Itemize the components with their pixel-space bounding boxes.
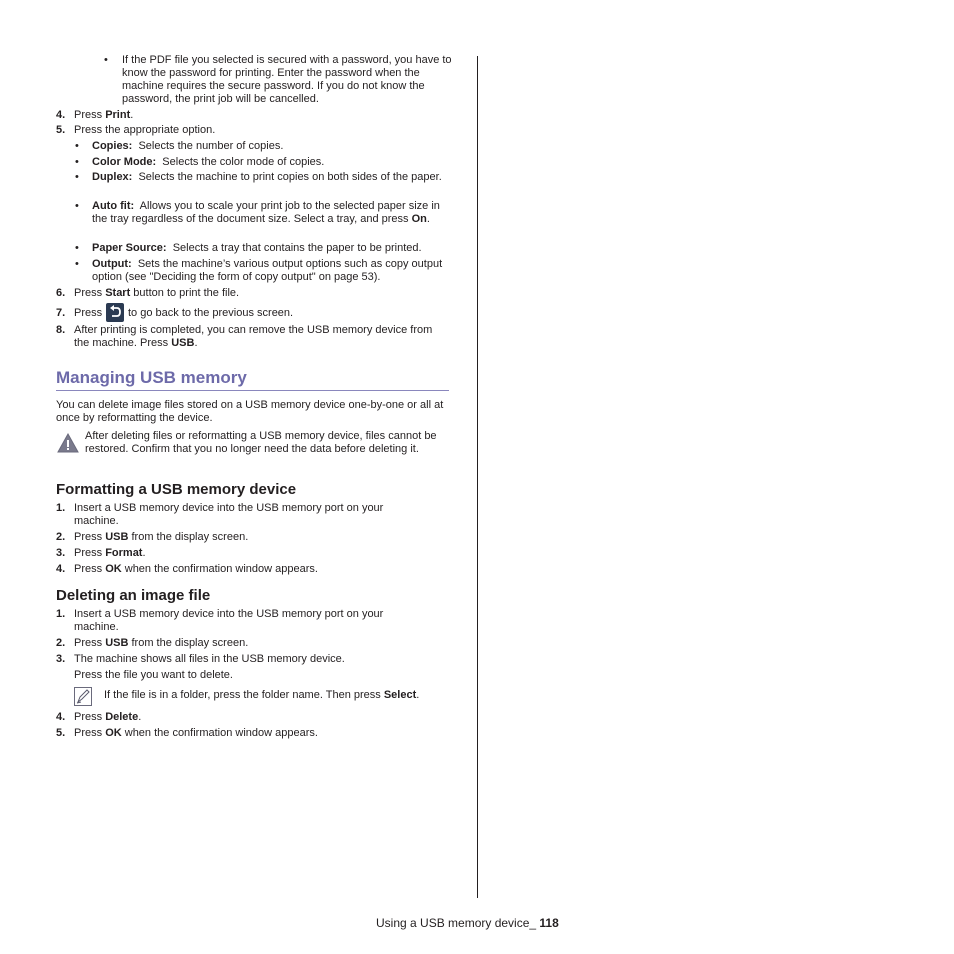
subsection-title-formatting: Formatting a USB memory device <box>56 481 297 498</box>
delete-step-delete: Press Delete. <box>74 711 142 723</box>
delete-step-ok: Press OK when the confirmation window appears. <box>74 727 318 739</box>
bullet-marker: • <box>75 258 79 270</box>
option-auto-fit: Auto fit: Allows you to scale your print job to the selected paper size in the tray regardless of the document size. Select a tray, and press On. <box>92 200 440 225</box>
warning-text: After deleting files or reformatting a USB memory device, files cannot be restored. Confirm that you no longer need the data before deleting it. <box>85 430 437 455</box>
step-start: Press Start button to print the file. <box>74 287 240 299</box>
format-step-ok: Press OK when the confirmation window appears. <box>74 563 318 575</box>
step-number: 5. <box>56 727 66 739</box>
bullet-marker: • <box>75 200 79 212</box>
step-back-suffix: to go back to the previous screen. <box>128 307 294 319</box>
step-number: 4. <box>56 711 66 723</box>
note-icon <box>74 687 92 706</box>
section-title: Managing USB memory <box>56 368 247 387</box>
bullet-marker: • <box>75 140 79 152</box>
delete-step-insert: Insert a USB memory device into the USB memory port on your machine. <box>74 608 384 633</box>
bullet-marker: • <box>75 156 79 168</box>
step-print: Press Print. <box>74 109 134 121</box>
option-paper-source: Paper Source: Selects a tray that contains the paper to be printed. <box>92 242 422 254</box>
step-number: 5. <box>56 124 66 136</box>
option-duplex: Duplex: Selects the machine to print copies on both sides of the paper. <box>92 171 442 183</box>
step-number: 4. <box>56 563 66 575</box>
option-color-mode: Color Mode: Selects the color mode of copies. <box>92 156 325 168</box>
back-button-icon <box>106 303 124 322</box>
delete-step-shows-files: The machine shows all files in the USB memory device. <box>74 653 345 665</box>
page-number: 118 <box>539 916 559 930</box>
step-number: 7. <box>56 307 66 319</box>
step-number: 8. <box>56 324 66 336</box>
folder-note: If the file is in a folder, press the folder name. Then press Select. <box>104 689 420 701</box>
step-remove-usb: After printing is completed, you can remove the USB memory device from the machine. Press USB. <box>74 324 433 349</box>
bullet-marker: • <box>75 242 79 254</box>
section-divider <box>56 390 449 391</box>
delete-step-usb: Press USB from the display screen. <box>74 637 249 649</box>
step-number: 1. <box>56 608 66 620</box>
step-number: 3. <box>56 547 66 559</box>
format-step-usb: Press USB from the display screen. <box>74 531 249 543</box>
option-copies: Copies: Selects the number of copies. <box>92 140 284 152</box>
step-number: 6. <box>56 287 66 299</box>
warning-icon <box>57 433 79 453</box>
page-footer <box>376 916 559 930</box>
column-divider <box>477 56 478 898</box>
bullet-marker: • <box>75 171 79 183</box>
step-number: 3. <box>56 653 66 665</box>
delete-step-press-file: Press the file you want to delete. <box>74 669 233 681</box>
step-number: 2. <box>56 637 66 649</box>
section-intro: You can delete image files stored on a USB memory device one-by-one or all at once by reformatting the device. <box>56 399 444 424</box>
subsection-title-deleting: Deleting an image file <box>56 587 211 604</box>
step-number: 1. <box>56 502 66 514</box>
option-output: Output: Sets the machine’s various output options such as copy output option (see "Deciding the form of copy output" on page 53). <box>92 258 443 283</box>
format-step-insert: Insert a USB memory device into the USB memory port on your machine. <box>74 502 384 527</box>
step-number: 2. <box>56 531 66 543</box>
step-press-option: Press the appropriate option. <box>74 124 216 136</box>
format-step-format: Press Format. <box>74 547 146 559</box>
bullet-marker: • <box>104 54 108 66</box>
pdf-password-note: If the PDF file you selected is secured with a password, you have to know the password for printing. Enter the password when the machine requires the secure password. If you do not know the password, the print job will be cancelled. <box>122 54 452 105</box>
step-number: 4. <box>56 109 66 121</box>
step-back-prefix: Press <box>74 307 103 319</box>
footer-text: Using a USB memory device_ <box>376 916 540 930</box>
